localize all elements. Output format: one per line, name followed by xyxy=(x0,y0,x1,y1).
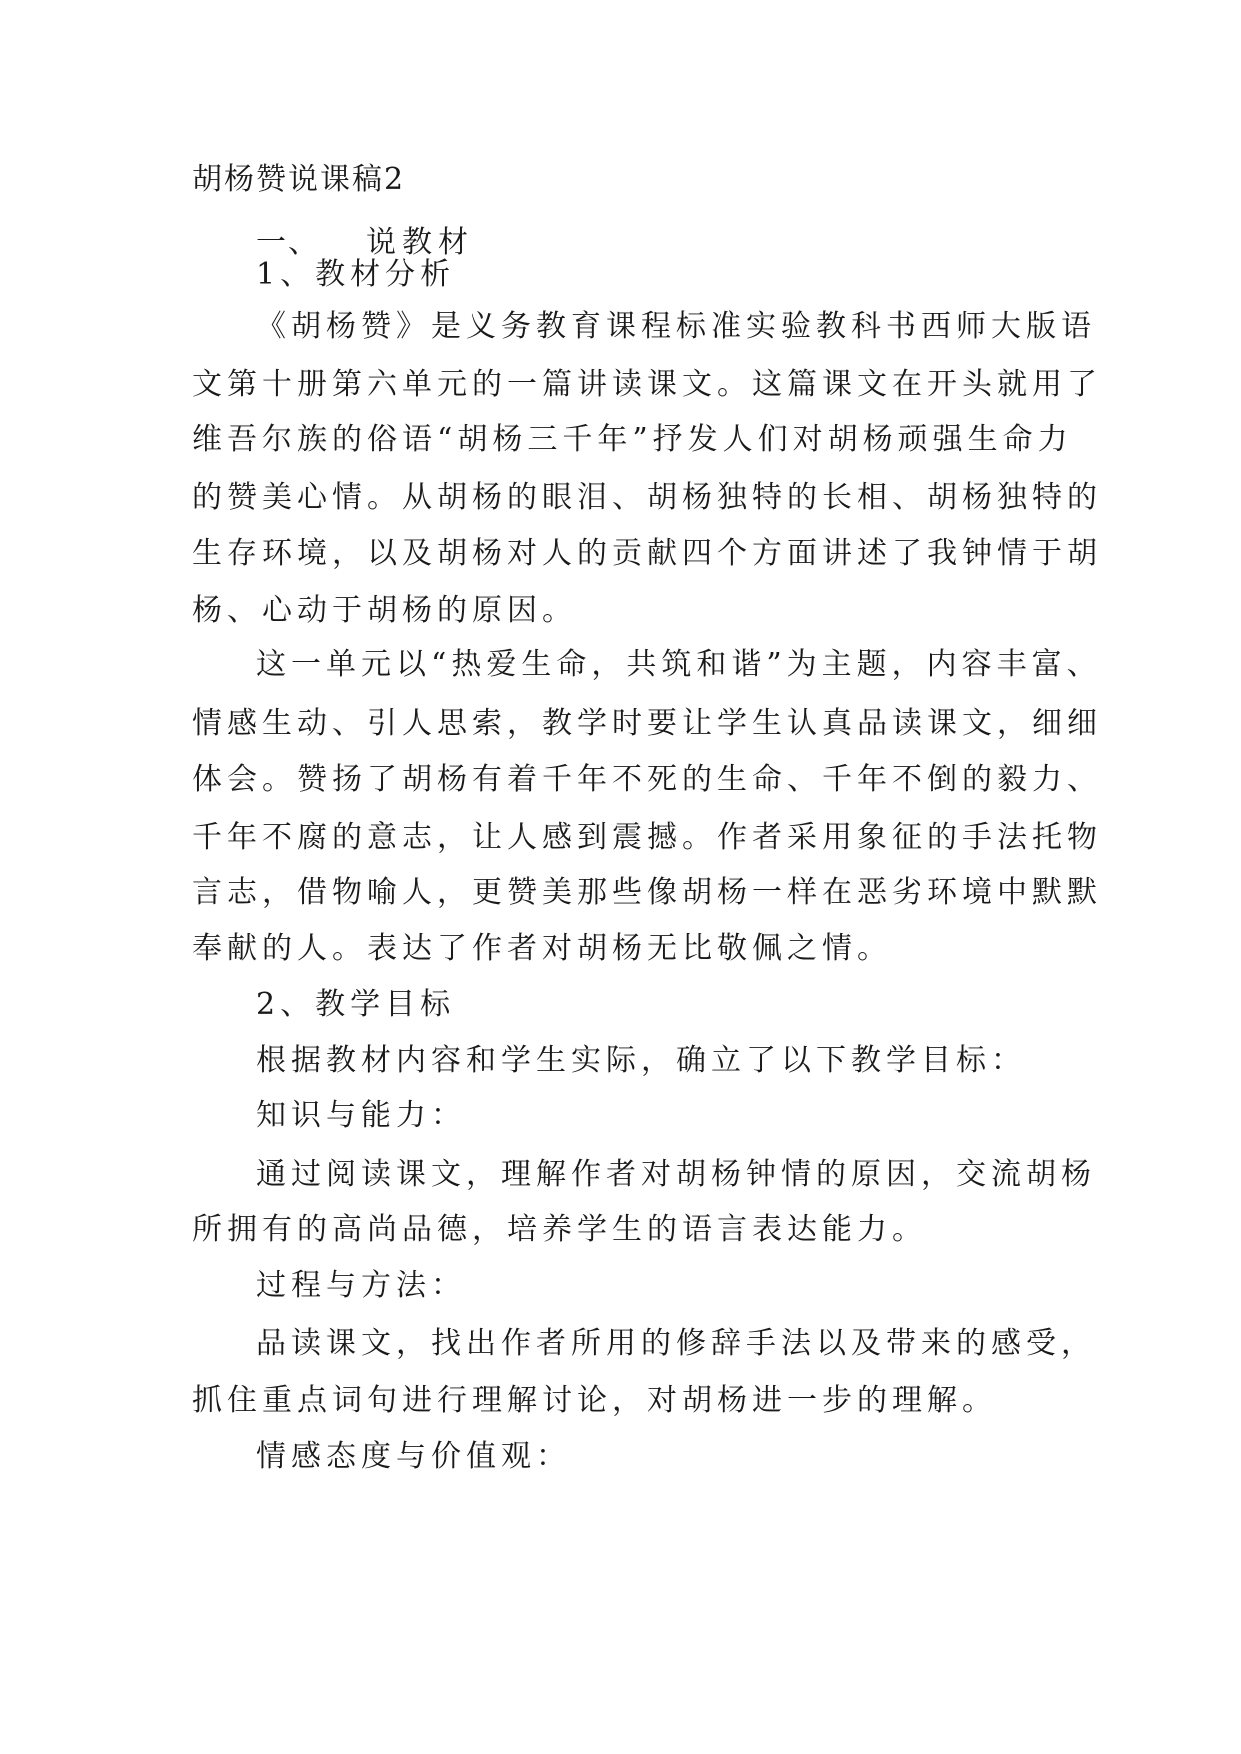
paragraph-line: 抓住重点词句进行理解讨论，对胡杨进一步的理解。 xyxy=(192,1383,997,1418)
paragraph-line: 根据教材内容和学生实际，确立了以下教学目标： xyxy=(256,1043,1026,1078)
paragraph-line: 千年不腐的意志，让人感到震撼。作者采用象征的手法托物 xyxy=(192,820,1102,855)
paragraph-line: 奉献的人。表达了作者对胡杨无比敬佩之情。 xyxy=(192,931,892,966)
paragraph-line: 品读课文，找出作者所用的修辞手法以及带来的感受， xyxy=(256,1326,1096,1361)
section-number: 一、 xyxy=(256,225,320,260)
paragraph-line: 情感生动、引人思索，教学时要让学生认真品读课文，细细 xyxy=(192,706,1102,741)
paragraph-line: 文第十册第六单元的一篇讲读课文。这篇课文在开头就用了 xyxy=(192,367,1102,402)
subheading-knowledge-ability: 知识与能力： xyxy=(256,1098,466,1133)
paragraph-line: 维吾尔族的俗语“胡杨三千年”抒发人们对胡杨顽强生命力 xyxy=(192,422,1073,457)
paragraph-line: 体会。赞扬了胡杨有着千年不死的生命、千年不倒的毅力、 xyxy=(192,762,1102,797)
paragraph-line: 生存环境，以及胡杨对人的贡献四个方面讲述了我钟情于胡 xyxy=(192,536,1102,571)
section-label: 说教材 xyxy=(366,225,474,260)
paragraph-line: 所拥有的高尚品德，培养学生的语言表达能力。 xyxy=(192,1212,927,1247)
paragraph-line: 《胡杨赞》是义务教育课程标准实验教科书西师大版语 xyxy=(256,309,1096,344)
document-title: 胡杨赞说课稿2 xyxy=(192,162,406,197)
paragraph-line: 通过阅读课文，理解作者对胡杨钟情的原因，交流胡杨 xyxy=(256,1157,1096,1192)
subheading-emotion-values: 情感态度与价值观： xyxy=(256,1439,571,1474)
subheading-material-analysis: 1、教材分析 xyxy=(256,257,456,292)
paragraph-line: 言志，借物喻人，更赞美那些像胡杨一样在恶劣环境中默默 xyxy=(192,875,1102,910)
subheading-process-method: 过程与方法： xyxy=(256,1268,466,1303)
subheading-teaching-goals: 2、教学目标 xyxy=(256,987,456,1022)
paragraph-line: 这一单元以“热爱生命，共筑和谐”为主题，内容丰富、 xyxy=(256,647,1102,682)
paragraph-line: 杨、心动于胡杨的原因。 xyxy=(192,593,577,628)
paragraph-line: 的赞美心情。从胡杨的眼泪、胡杨独特的长相、胡杨独特的 xyxy=(192,480,1102,515)
